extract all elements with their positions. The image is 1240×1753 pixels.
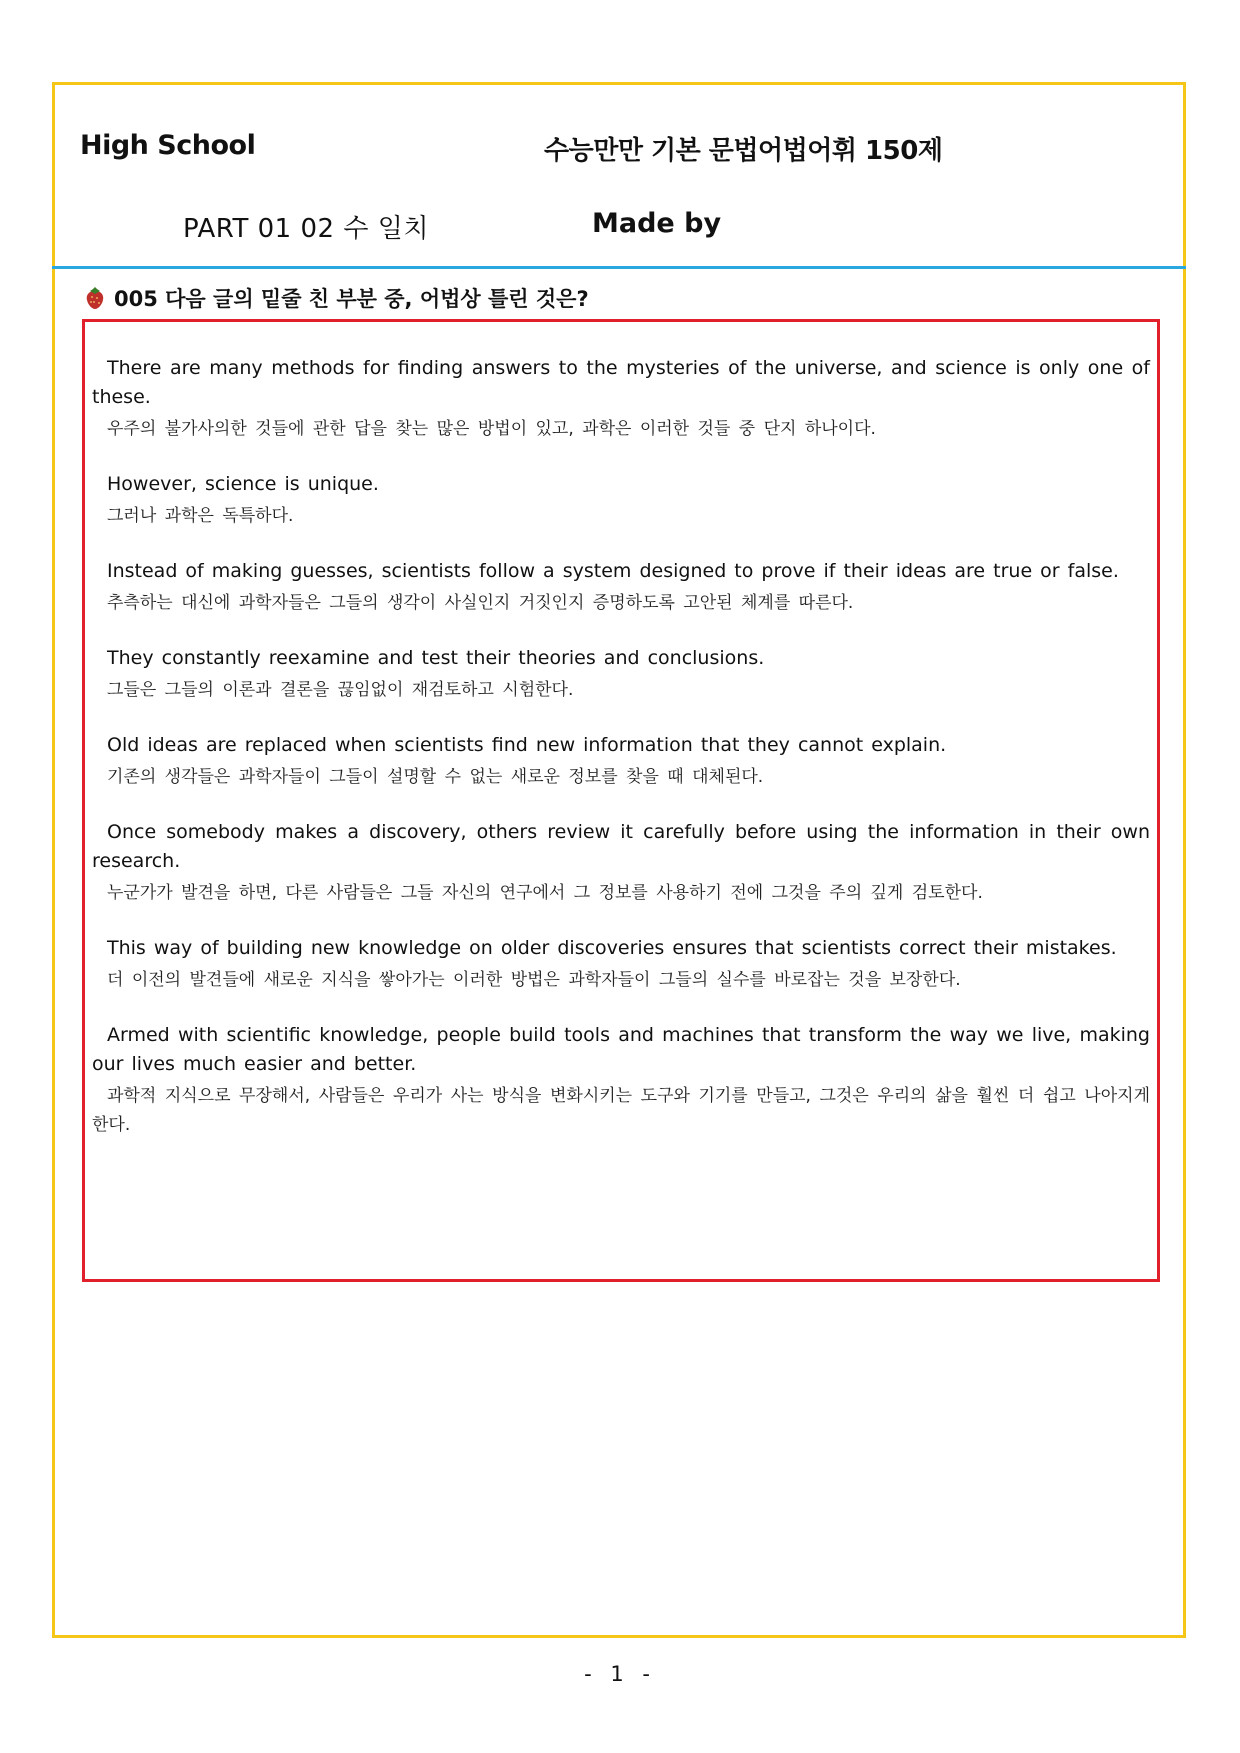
korean-translation: 추측하는 대신에 과학자들은 그들의 생각이 사실인지 거짓인지 증명하도록 고안된 체계를 따른다. (107, 593, 854, 613)
strawberry-icon (84, 286, 106, 310)
passage-pair (92, 818, 1150, 908)
passage-pair (92, 731, 1150, 792)
header-school: High School (80, 130, 256, 161)
header-part: PART 01 02 수 일치 (183, 214, 429, 244)
header-made-by: Made by (592, 208, 722, 239)
english-sentence: This way of building new knowledge on older discoveries ensures that scientists correct their mistakes. (107, 937, 1117, 959)
passage-pair (92, 557, 1150, 618)
page-number: - 1 - (584, 1662, 656, 1686)
english-sentence: They constantly reexamine and test their theories and conclusions. (107, 647, 765, 669)
korean-translation: 그들은 그들의 이론과 결론을 끊임없이 재검토하고 시험한다. (107, 680, 574, 700)
korean-translation: 기존의 생각들은 과학자들이 그들이 설명할 수 없는 새로운 정보를 찾을 때 대체된다. (107, 767, 764, 787)
question-heading (84, 283, 589, 313)
korean-translation: 누군가가 발견을 하면, 다른 사람들은 그들 자신의 연구에서 그 정보를 사용하기 전에 그것을 주의 깊게 검토한다. (107, 883, 983, 903)
korean-translation: 그러나 과학은 독특하다. (107, 506, 294, 526)
passage-pair (92, 1021, 1150, 1140)
english-sentence: However, science is unique. (107, 473, 379, 495)
passage-pair (92, 470, 1150, 531)
korean-translation: 과학적 지식으로 무장해서, 사람들은 우리가 사는 방식을 변화시키는 도구와 기기를 만들고, 그것은 우리의 삶을 훨씬 더 쉽고 나아지게 한다. (92, 1086, 1150, 1135)
header-divider (52, 266, 1186, 269)
header-title: 수능만만 기본 문법어법어휘 150제 (544, 136, 943, 166)
passage-pair (92, 354, 1150, 444)
passage (92, 354, 1150, 1166)
english-sentence: Instead of making guesses, scientists follow a system designed to prove if their ideas are true or false. (107, 560, 1119, 582)
passage-pair (92, 934, 1150, 995)
english-sentence: There are many methods for finding answers to the mysteries of the universe, and science is only one of these. (92, 357, 1150, 408)
korean-translation: 우주의 불가사의한 것들에 관한 답을 찾는 많은 방법이 있고, 과학은 이러한 것들 중 단지 하나이다. (107, 419, 876, 439)
english-sentence: Old ideas are replaced when scientists find new information that they cannot explain. (107, 734, 947, 756)
english-sentence: Armed with scientific knowledge, people build tools and machines that transform the way we live, making our lives much easier and better. (92, 1024, 1150, 1075)
question-text: 005 다음 글의 밑줄 친 부분 중, 어법상 틀린 것은? (114, 287, 589, 311)
korean-translation: 더 이전의 발견들에 새로운 지식을 쌓아가는 이러한 방법은 과학자들이 그들의 실수를 바로잡는 것을 보장한다. (107, 970, 961, 990)
passage-pair (92, 644, 1150, 705)
english-sentence: Once somebody makes a discovery, others review it carefully before using the information in their own research. (92, 821, 1150, 872)
